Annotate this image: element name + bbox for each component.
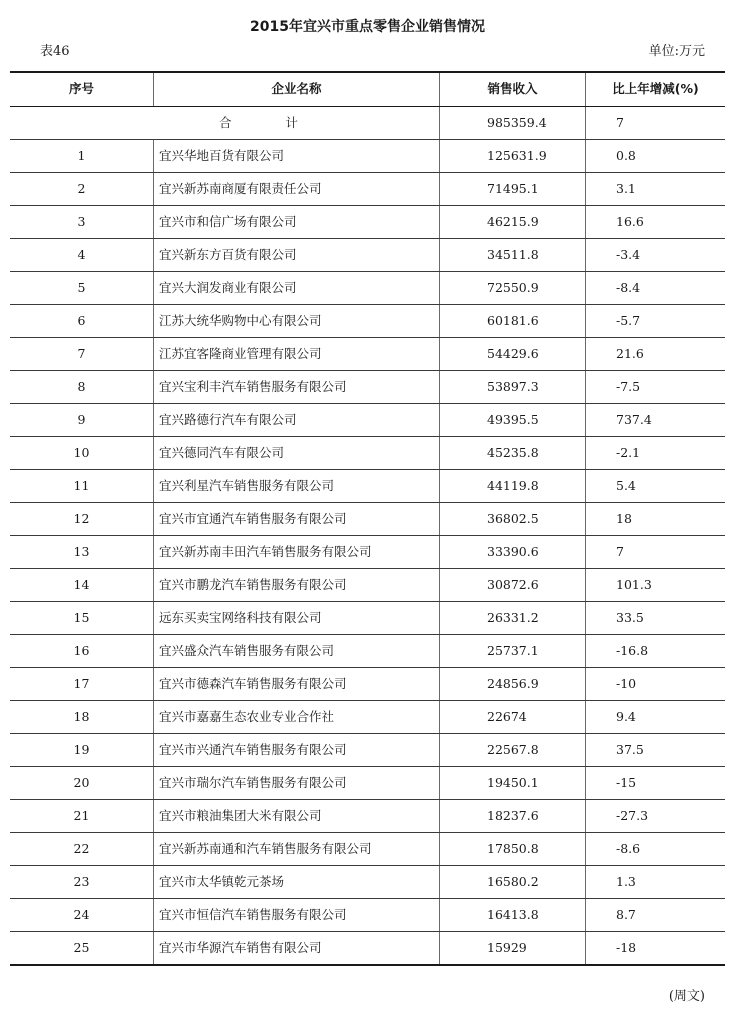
row-name: 宜兴盛众汽车销售服务有限公司 xyxy=(154,635,440,668)
page-title: 2015年宜兴市重点零售企业销售情况 xyxy=(250,19,485,35)
row-name: 宜兴市粮油集团大米有限公司 xyxy=(154,800,440,833)
table-row xyxy=(10,767,725,800)
row-sales: 19450.1 xyxy=(440,767,586,800)
table-row xyxy=(10,866,725,899)
row-seq: 7 xyxy=(10,338,154,371)
row-change: 7 xyxy=(586,536,726,569)
table-row xyxy=(10,569,725,602)
total-label-a: 合 xyxy=(218,114,234,130)
row-name: 宜兴宝利丰汽车销售服务有限公司 xyxy=(154,371,440,404)
row-name: 宜兴市太华镇乾元茶场 xyxy=(154,866,440,899)
row-change: -5.7 xyxy=(586,305,726,338)
row-sales: 34511.8 xyxy=(440,239,586,272)
row-name: 宜兴新苏南商厦有限责任公司 xyxy=(154,173,440,206)
header-seq: 序号 xyxy=(10,72,154,107)
row-sales: 26331.2 xyxy=(440,602,586,635)
table-row xyxy=(10,371,725,404)
row-change: 1.3 xyxy=(586,866,726,899)
table-row xyxy=(10,734,725,767)
table-row xyxy=(10,536,725,569)
table-row xyxy=(10,899,725,932)
row-change: -18 xyxy=(586,932,726,966)
row-sales: 24856.9 xyxy=(440,668,586,701)
table-row xyxy=(10,272,725,305)
row-name: 宜兴市嘉嘉生态农业专业合作社 xyxy=(154,701,440,734)
row-change: 33.5 xyxy=(586,602,726,635)
row-change: 0.8 xyxy=(586,140,726,173)
table-row xyxy=(10,173,725,206)
row-seq: 5 xyxy=(10,272,154,305)
row-seq: 19 xyxy=(10,734,154,767)
row-seq: 22 xyxy=(10,833,154,866)
row-seq: 8 xyxy=(10,371,154,404)
row-change: -3.4 xyxy=(586,239,726,272)
row-change: 37.5 xyxy=(586,734,726,767)
row-seq: 2 xyxy=(10,173,154,206)
row-seq: 23 xyxy=(10,866,154,899)
total-sales: 985359.4 xyxy=(440,107,586,140)
row-name: 宜兴市恒信汽车销售服务有限公司 xyxy=(154,899,440,932)
row-seq: 13 xyxy=(10,536,154,569)
row-seq: 3 xyxy=(10,206,154,239)
row-sales: 16413.8 xyxy=(440,899,586,932)
table-row xyxy=(10,833,725,866)
table-row xyxy=(10,701,725,734)
row-change: 737.4 xyxy=(586,404,726,437)
row-sales: 46215.9 xyxy=(440,206,586,239)
table-row xyxy=(10,635,725,668)
row-sales: 30872.6 xyxy=(440,569,586,602)
row-sales: 71495.1 xyxy=(440,173,586,206)
row-change: -7.5 xyxy=(586,371,726,404)
row-name: 宜兴德同汽车有限公司 xyxy=(154,437,440,470)
row-name: 宜兴路德行汽车有限公司 xyxy=(154,404,440,437)
row-seq: 21 xyxy=(10,800,154,833)
row-seq: 25 xyxy=(10,932,154,966)
row-name: 宜兴华地百货有限公司 xyxy=(154,140,440,173)
unit-label: 单位:万元 xyxy=(648,44,705,59)
row-sales: 18237.6 xyxy=(440,800,586,833)
total-label xyxy=(10,107,440,140)
row-name: 宜兴市瑞尔汽车销售服务有限公司 xyxy=(154,767,440,800)
row-seq: 15 xyxy=(10,602,154,635)
row-name: 宜兴大润发商业有限公司 xyxy=(154,272,440,305)
row-name: 远东买卖宝网络科技有限公司 xyxy=(154,602,440,635)
row-name: 宜兴利星汽车销售服务有限公司 xyxy=(154,470,440,503)
header-name: 企业名称 xyxy=(154,72,440,107)
table-row xyxy=(10,800,725,833)
table-row xyxy=(10,404,725,437)
row-name: 宜兴市宜通汽车销售服务有限公司 xyxy=(154,503,440,536)
row-change: -2.1 xyxy=(586,437,726,470)
total-row xyxy=(10,107,725,140)
row-seq: 12 xyxy=(10,503,154,536)
author-note: (周文) xyxy=(668,989,705,1004)
row-change: 8.7 xyxy=(586,899,726,932)
row-sales: 33390.6 xyxy=(440,536,586,569)
row-sales: 15929 xyxy=(440,932,586,966)
row-change: 16.6 xyxy=(586,206,726,239)
row-name: 宜兴新苏南丰田汽车销售服务有限公司 xyxy=(154,536,440,569)
row-name: 宜兴市兴通汽车销售服务有限公司 xyxy=(154,734,440,767)
row-seq: 14 xyxy=(10,569,154,602)
row-change: 101.3 xyxy=(586,569,726,602)
row-sales: 17850.8 xyxy=(440,833,586,866)
table-row xyxy=(10,305,725,338)
row-sales: 25737.1 xyxy=(440,635,586,668)
table-label: 表46 xyxy=(40,44,70,59)
row-seq: 17 xyxy=(10,668,154,701)
row-sales: 60181.6 xyxy=(440,305,586,338)
row-name: 江苏宜客隆商业管理有限公司 xyxy=(154,338,440,371)
row-sales: 44119.8 xyxy=(440,470,586,503)
total-change: 7 xyxy=(586,107,726,140)
row-change: 18 xyxy=(586,503,726,536)
table-row xyxy=(10,932,725,966)
table-row xyxy=(10,140,725,173)
row-seq: 24 xyxy=(10,899,154,932)
row-name: 宜兴市鹏龙汽车销售服务有限公司 xyxy=(154,569,440,602)
sales-table xyxy=(10,71,725,966)
row-change: -27.3 xyxy=(586,800,726,833)
row-name: 江苏大统华购物中心有限公司 xyxy=(154,305,440,338)
row-change: -16.8 xyxy=(586,635,726,668)
header-change: 比上年增减(%) xyxy=(586,72,726,107)
row-change: 3.1 xyxy=(586,173,726,206)
row-seq: 10 xyxy=(10,437,154,470)
row-sales: 54429.6 xyxy=(440,338,586,371)
row-sales: 45235.8 xyxy=(440,437,586,470)
row-seq: 9 xyxy=(10,404,154,437)
row-change: -15 xyxy=(586,767,726,800)
table-row xyxy=(10,239,725,272)
row-name: 宜兴新东方百货有限公司 xyxy=(154,239,440,272)
table-row xyxy=(10,470,725,503)
row-sales: 22674 xyxy=(440,701,586,734)
row-seq: 20 xyxy=(10,767,154,800)
row-sales: 16580.2 xyxy=(440,866,586,899)
table-row xyxy=(10,503,725,536)
row-change: -8.4 xyxy=(586,272,726,305)
row-change: 21.6 xyxy=(586,338,726,371)
row-sales: 36802.5 xyxy=(440,503,586,536)
row-sales: 125631.9 xyxy=(440,140,586,173)
row-seq: 11 xyxy=(10,470,154,503)
row-change: 9.4 xyxy=(586,701,726,734)
row-seq: 16 xyxy=(10,635,154,668)
table-row xyxy=(10,338,725,371)
table-row xyxy=(10,437,725,470)
header-sales: 销售收入 xyxy=(440,72,586,107)
row-name: 宜兴市和信广场有限公司 xyxy=(154,206,440,239)
table-header-row xyxy=(10,72,725,107)
total-label-b: 计 xyxy=(285,114,301,130)
row-sales: 53897.3 xyxy=(440,371,586,404)
row-seq: 4 xyxy=(10,239,154,272)
row-change: -8.6 xyxy=(586,833,726,866)
row-sales: 22567.8 xyxy=(440,734,586,767)
row-name: 宜兴市德森汽车销售服务有限公司 xyxy=(154,668,440,701)
table-row xyxy=(10,206,725,239)
row-seq: 1 xyxy=(10,140,154,173)
row-seq: 18 xyxy=(10,701,154,734)
table-row xyxy=(10,602,725,635)
row-name: 宜兴市华源汽车销售有限公司 xyxy=(154,932,440,966)
row-sales: 49395.5 xyxy=(440,404,586,437)
row-name: 宜兴新苏南通和汽车销售服务有限公司 xyxy=(154,833,440,866)
row-change: -10 xyxy=(586,668,726,701)
table-row xyxy=(10,668,725,701)
row-sales: 72550.9 xyxy=(440,272,586,305)
row-change: 5.4 xyxy=(586,470,726,503)
row-seq: 6 xyxy=(10,305,154,338)
